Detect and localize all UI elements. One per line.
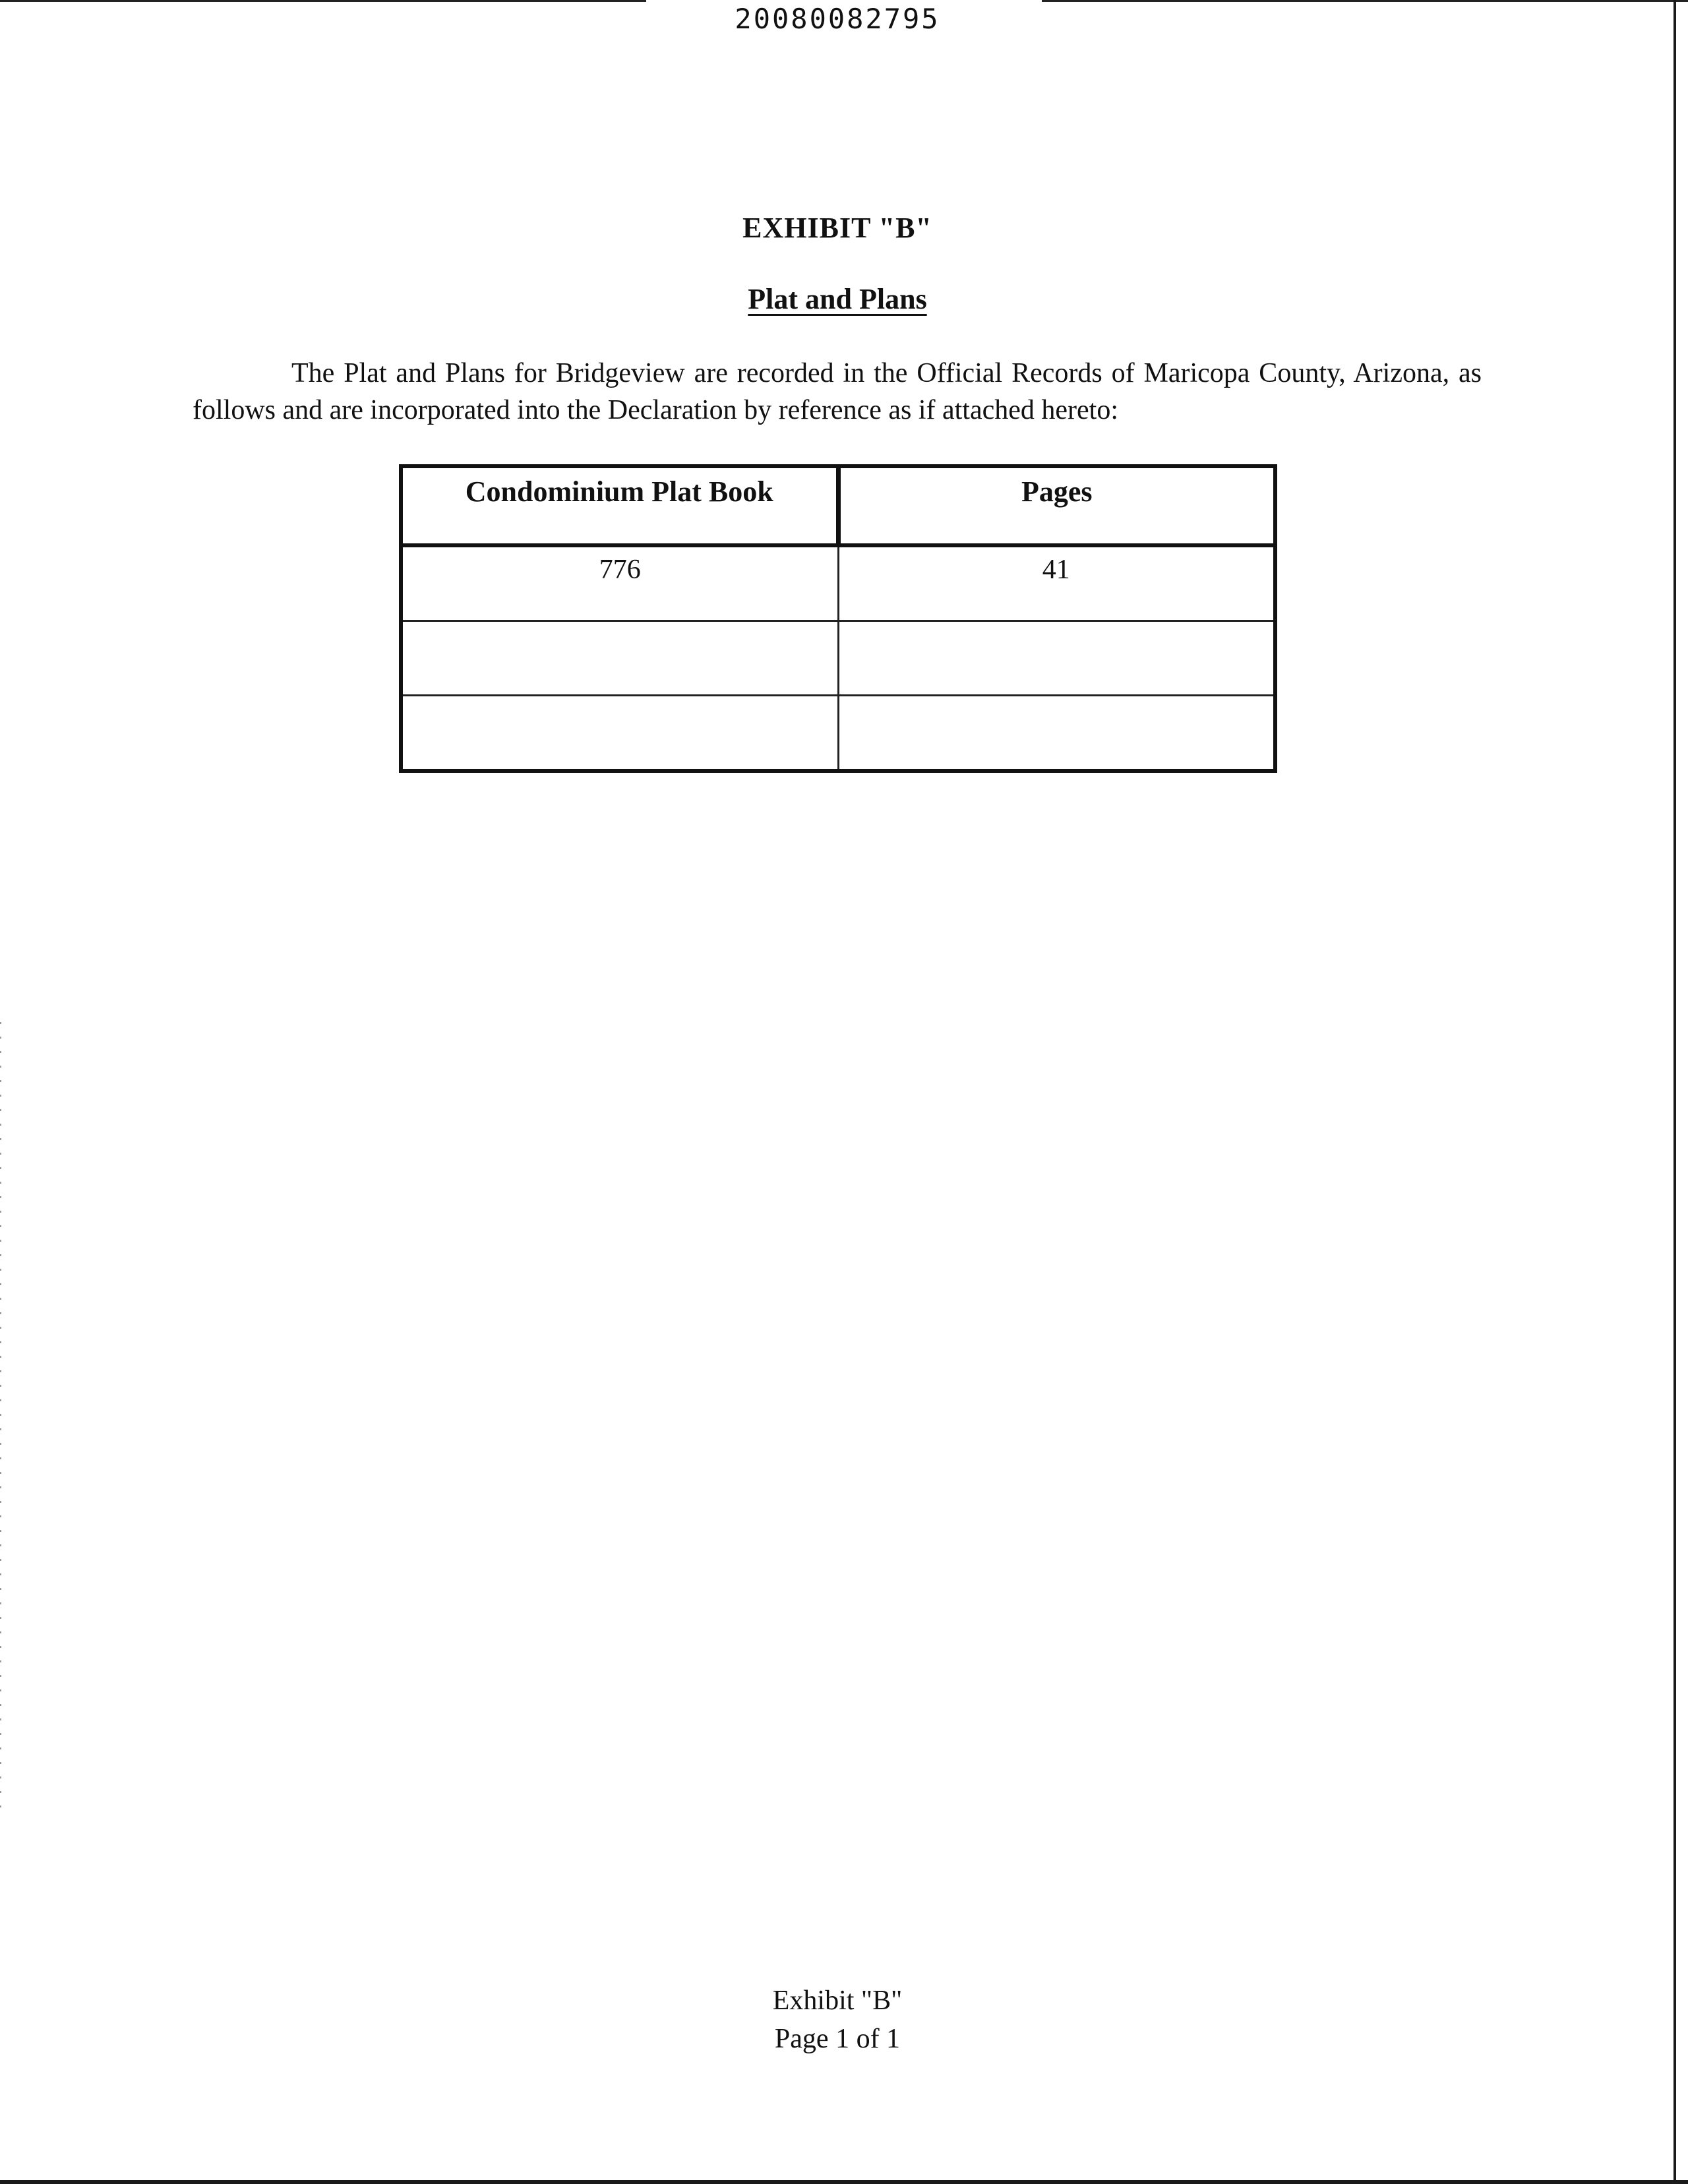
table-row — [401, 696, 1275, 772]
recording-number: 20080082795 — [735, 3, 940, 35]
scan-border-top-right — [1042, 0, 1688, 2]
scan-speckle-left — [0, 1022, 1, 1813]
plat-book-table — [399, 464, 1277, 773]
cell-pages: 41 — [838, 545, 1275, 621]
cell-pages — [838, 621, 1275, 696]
exhibit-heading: EXHIBIT "B" — [742, 212, 932, 244]
column-header-plat-book: Condominium Plat Book — [401, 466, 838, 545]
cell-plat-book — [401, 696, 838, 772]
cell-pages — [838, 696, 1275, 772]
scan-border-right — [1673, 0, 1676, 2184]
footer-exhibit-label: Exhibit "B" — [772, 1986, 903, 2016]
scan-border-top-left — [0, 0, 646, 2]
table-row — [401, 545, 1275, 621]
table-header-row — [401, 466, 1275, 545]
cell-plat-book — [401, 621, 838, 696]
scan-border-bottom — [0, 2180, 1688, 2184]
footer-page-number: Page 1 of 1 — [774, 2024, 901, 2054]
body-paragraph: The Plat and Plans for Bridgeview are recorded in the Official Records of Maricopa County, Arizona, as follows and are incorporated into the Declaration by reference as if attached hereto: — [193, 358, 1482, 425]
page-footer — [0, 1982, 1675, 2058]
table-row — [401, 621, 1275, 696]
section-title: Plat and Plans — [748, 283, 927, 315]
cell-plat-book: 776 — [401, 545, 838, 621]
column-header-pages: Pages — [838, 466, 1275, 545]
